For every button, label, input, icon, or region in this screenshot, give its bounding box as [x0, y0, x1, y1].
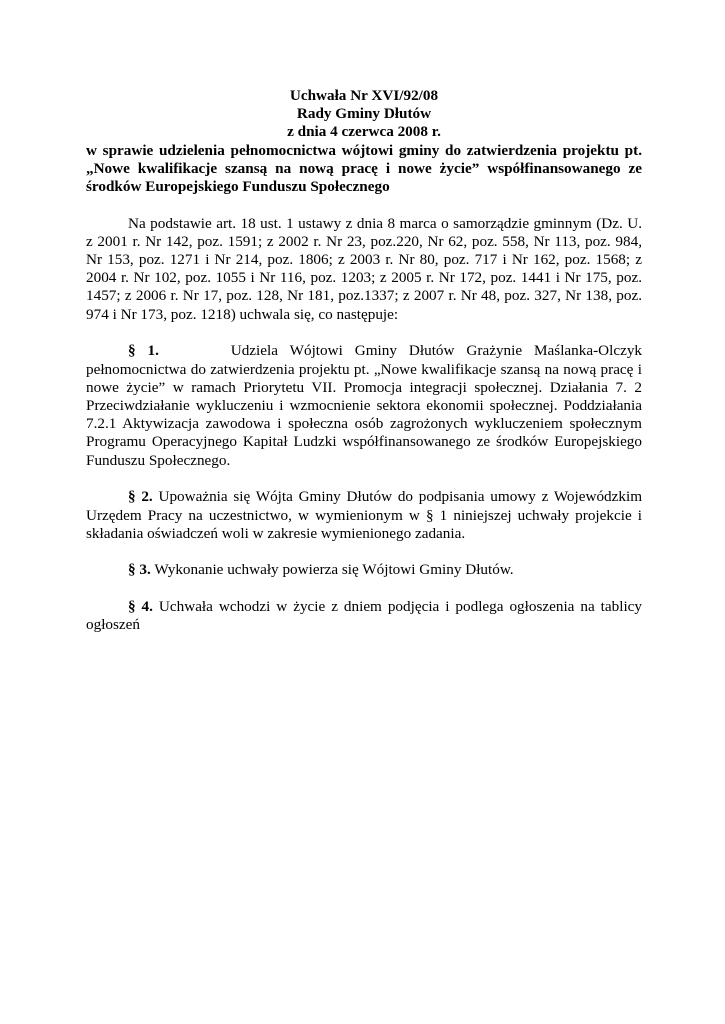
- resolution-header: [86, 87, 642, 142]
- council-name: Rady Gminy Dłutów: [296, 105, 432, 123]
- section-2-text: Upoważnia się Wójta Gminy Dłutów do podpisania umowy z Wojewódzkim Urzędem Pracy na uczestnictwo, w wymienionym w § 1 niniejszej uchwały projekcie i składania oświadczeń woli w zakresie wymienionego zadania.: [86, 488, 643, 542]
- legal-basis-paragraph: Na podstawie art. 18 ust. 1 ustawy z dnia 8 marca o samorządzie gminnym (Dz. U. z 2001 r. Nr 142, poz. 1591; z 2002 r. Nr 23, poz.220, Nr 62, poz. 558, Nr 113, poz. 984, Nr 153, poz. 1271 i Nr 214, poz. 1806; z 2003 r. Nr 80, poz. 717 i Nr 162, poz. 1568; z 2004 r. Nr 102, poz. 1055 i Nr 116, poz. 1203; z 2005 r. Nr 172, poz. 1441 i Nr 175, poz. 1457; z 2006 r. Nr 17, poz. 128, Nr 181, poz.1337; z 2007 r. Nr 48, poz. 327, Nr 138, poz. 974 i Nr 173, poz. 1218) uchwala się, co następuje:: [86, 214, 642, 323]
- section-4-label: § 4.: [128, 598, 153, 616]
- section-3-label: § 3.: [128, 561, 151, 579]
- section-4-text: Uchwała wchodzi w życie z dniem podjęcia i podlega ogłoszenia na tablicy ogłoszeń: [86, 598, 643, 634]
- resolution-date: z dnia 4 czerwca 2008 r.: [287, 123, 441, 141]
- section-2-label: § 2.: [128, 488, 153, 506]
- section-2: [86, 488, 642, 543]
- section-4: [86, 598, 642, 634]
- document-page: [86, 87, 642, 635]
- section-1-text: Udziela Wójtowi Gminy Dłutów Grażynie Maślanka-Olczyk pełnomocnictwa do zatwierdzenia projektu pt. „Nowe kwalifikacje szansą na nową pracę i nowe życie” w ramach Priorytetu VII. Promocja integracji społecznej. Działania 7. 2 Przeciwdziałanie wykluczeniu i wzmocnienie sektora ekonomii społecznej. Poddziałania 7.2.1 Aktywizacja zawodowa i społeczna osób zagrożonych wykluczeniem społecznym Programu Operacyjnego Kapitał Ludzki współfinansowanego ze środków Europejskiego Funduszu Społecznego.: [86, 342, 643, 469]
- resolution-number: Uchwała Nr XVI/92/08: [289, 87, 439, 104]
- resolution-subject: w sprawie udzielenia pełnomocnictwa wójtowi gminy do zatwierdzenia projektu pt. „Nowe kwalifikacje szansą na nową pracę i nowe życie” współfinansowanego ze środków Europejskiego Funduszu Społecznego: [86, 141, 642, 195]
- section-1-label: § 1.: [128, 342, 159, 360]
- section-3-text: Wykonanie uchwały powierza się Wójtowi Gminy Dłutów.: [154, 561, 514, 579]
- section-3: [86, 561, 642, 579]
- section-1: [86, 342, 642, 469]
